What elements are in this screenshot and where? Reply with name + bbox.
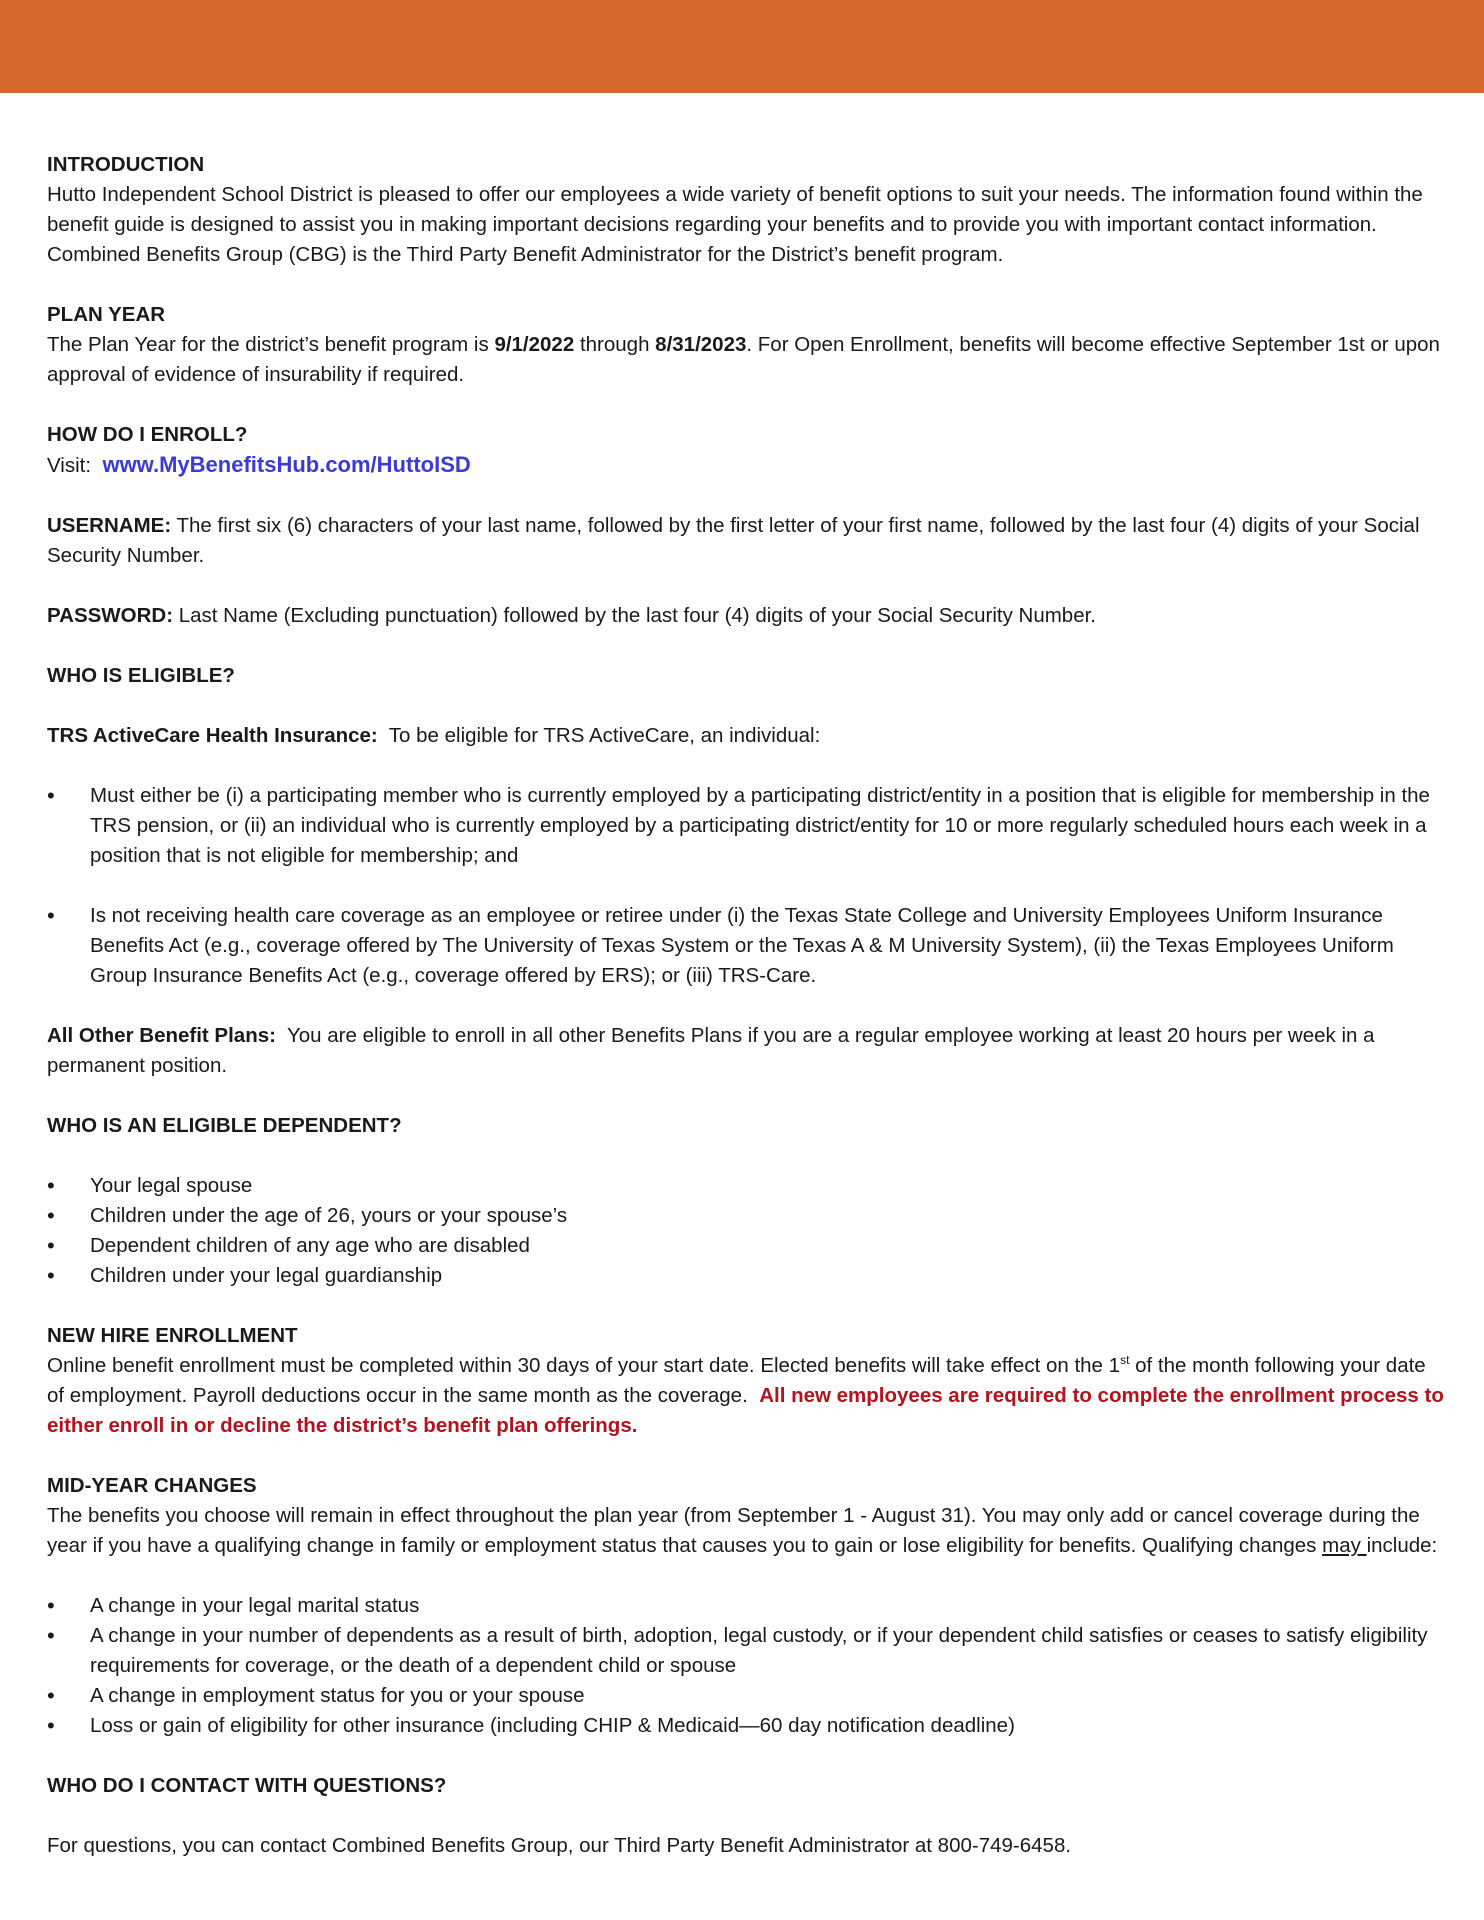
contact-text: For questions, you can contact Combined Benefits Group, our Third Party Benefit Administrator at 800-749-6458. [47,1834,1072,1857]
mid-year-text: The benefits you choose will remain in effect throughout the plan year (from September 1 - August 31). You may only add or cancel coverage during the year if you have a qualifying change in family or employment status that causes you to gain or lose eligibility for benefits. Qualifying changes may include: [47,1504,1438,1557]
new-hire-heading: NEW HIRE ENROLLMENT [47,1324,298,1347]
list-item: • A change in your number of dependents as a result of birth, adoption, legal custody, or if your dependent child satisfies or ceases to satisfy eligibility requirements for coverage, or the death of a dependent child or spouse [47,1621,1447,1681]
plan-year-text: The Plan Year for the district’s benefit program is 9/1/2022 through 8/31/2023. For Open Enrollment, benefits will become effective September 1st or upon approval of evidence of insurability if required. [47,333,1440,386]
enroll-link[interactable]: www.MyBenefitsHub.com/HuttoISD [102,452,471,477]
list-item: • Loss or gain of eligibility for other insurance (including CHIP & Medicaid—60 day notification deadline) [47,1711,1447,1741]
enroll-heading: HOW DO I ENROLL? [47,423,248,446]
plan-year-start: 9/1/2022 [494,333,575,356]
trs-intro: TRS ActiveCare Health Insurance: To be eligible for TRS ActiveCare, an individual: [47,724,821,747]
plan-year-heading: PLAN YEAR [47,303,166,326]
new-hire-text: Online benefit enrollment must be completed within 30 days of your start date. Elected benefits will take effect on the 1st of the month following your date of employment. Payroll deductions occur in the same month as the coverage. All new employees are required to complete the enrollment process to either enroll in or decline the district’s benefit plan offerings. [47,1353,1444,1437]
contact-heading: WHO DO I CONTACT WITH QUESTIONS? [47,1774,447,1797]
dependents-heading: WHO IS AN ELIGIBLE DEPENDENT? [47,1114,402,1137]
enroll-visit: Visit: www.MyBenefitsHub.com/HuttoISD [47,452,471,477]
header-banner [0,0,1484,93]
password-text: PASSWORD: Last Name (Excluding punctuation) followed by the last four (4) digits of your Social Security Number. [47,604,1096,627]
plan-year-end: 8/31/2023 [655,333,747,356]
intro-heading: INTRODUCTION [47,153,205,176]
mid-year-list [47,1591,1447,1741]
trs-bullet-list [47,781,1447,871]
username-text: USERNAME: The first six (6) characters of your last name, followed by the first letter of your first name, followed by the last four (4) digits of your Social Security Number. [47,514,1420,567]
mid-year-heading: MID-YEAR CHANGES [47,1474,257,1497]
list-item: • Children under your legal guardianship [47,1261,1447,1291]
eligible-heading: WHO IS ELIGIBLE? [47,664,235,687]
list-item: • Dependent children of any age who are disabled [47,1231,1447,1261]
trs-bullet-list-2 [47,901,1447,991]
list-item: • A change in employment status for you or your spouse [47,1681,1447,1711]
list-item: • Children under the age of 26, yours or your spouse’s [47,1201,1447,1231]
new-hire-alert: All new employees are required to complete the enrollment process to either enroll in or decline the district’s benefit plan offerings. [47,1384,1444,1437]
intro-text: Hutto Independent School District is pleased to offer our employees a wide variety of benefit options to suit your needs. The information found within the benefit guide is designed to assist you in making important decisions regarding your benefits and to provide you with important contact information. Combined Benefits Group (CBG) is the Third Party Benefit Administrator for the District’s benefit program. [47,183,1423,266]
document-body [47,150,1447,1861]
list-item: • Your legal spouse [47,1171,1447,1201]
list-item: • Is not receiving health care coverage as an employee or retiree under (i) the Texas State College and University Employees Uniform Insurance Benefits Act (e.g., coverage offered by The University of Texas System or the Texas A & M University System), (ii) the Texas Employees Uniform Group Insurance Benefits Act (e.g., coverage offered by ERS); or (iii) TRS-Care. [47,901,1447,991]
other-plans-text: All Other Benefit Plans: You are eligible to enroll in all other Benefits Plans if you are a regular employee working at least 20 hours per week in a permanent position. [47,1024,1381,1077]
list-item: • A change in your legal marital status [47,1591,1447,1621]
list-item: • Must either be (i) a participating member who is currently employed by a participating district/entity in a position that is eligible for membership in the TRS pension, or (ii) an individual who is currently employed by a participating district/entity for 10 or more regularly scheduled hours each week in a position that is not eligible for membership; and [47,781,1447,871]
dependents-list [47,1171,1447,1291]
